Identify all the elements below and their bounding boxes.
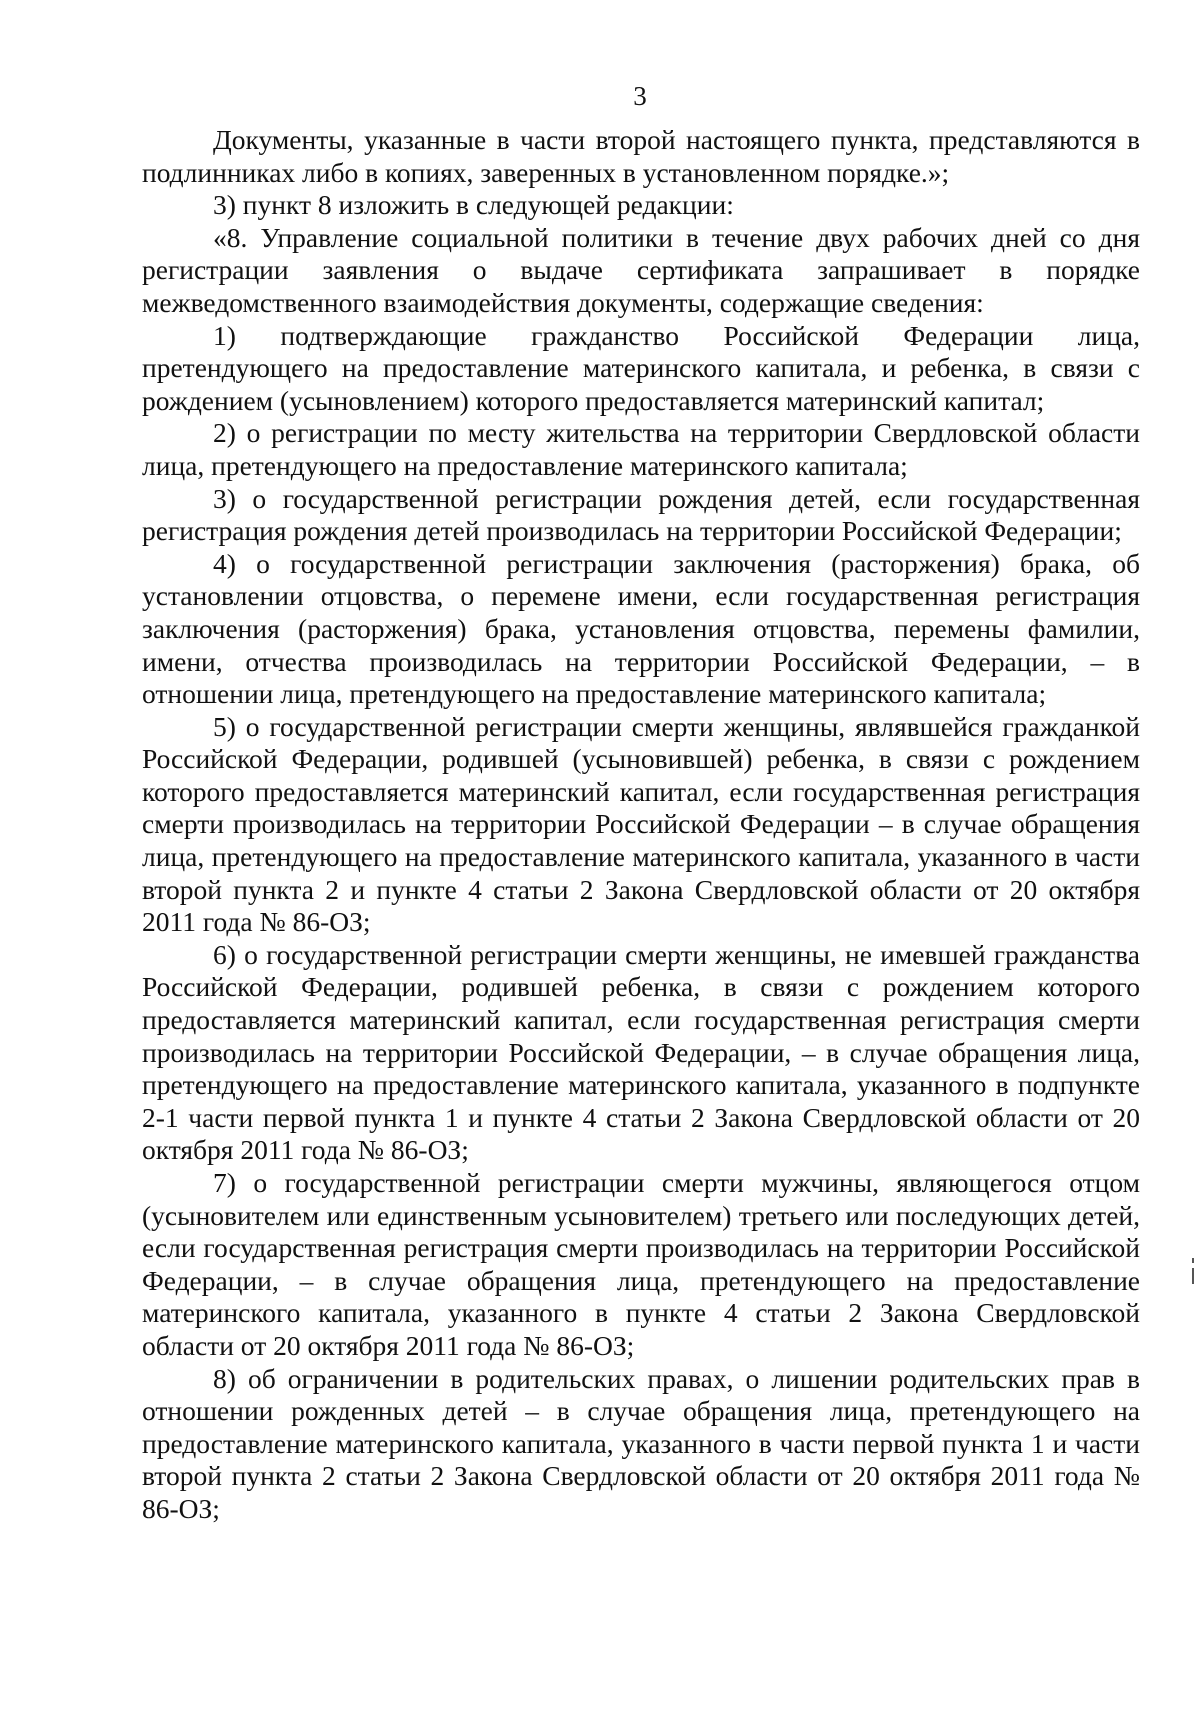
paragraph-point-8: «8. Управление социальной политики в течение двух рабочих дней со дня регистрации заявления о выдаче сертификата запрашивает в порядке межведомственного взаимодействия документы, содержащие сведения: [142,221,1140,318]
list-item-5: 5) о государственной регистрации смерти женщины, являвшейся гражданкой Российской Федерации, родившей (усыновившей) ребенка, в связи с рождением которого предоставляется материнский капитал, если государственная регистрация смерти производилась на территории Российской Федерации – в случае обращения лица, претендующего на предоставление материнского капитала, указанного в части второй пункта 2 и пункте 4 статьи 2 Закона Свердловской области от 20 октября 2011 года № 86-ОЗ; [142,710,1140,938]
list-item-4: 4) о государственной регистрации заключения (расторжения) брака, об установлении отцовства, о перемене имени, если государственная регистрация заключения (расторжения) брака, установления отцовства, перемены фамилии, имени, отчества производилась на территории Российской Федерации, – в отношении лица, претендующего на предоставление материнского капитала; [142,547,1140,710]
list-item-6: 6) о государственной регистрации смерти женщины, не имевшей гражданства Российской Федерации, родившей ребенка, в связи с рождением которого предоставляется материнский капитал, если государственная регистрация смерти производилась на территории Российской Федерации, – в случае обращения лица, претендующего на предоставление материнского капитала, указанного в подпункте 2-1 части первой пункта 1 и пункте 4 статьи 2 Закона Свердловской области от 20 октября 2011 года № 86-ОЗ; [142,938,1140,1166]
paragraph-documents-note: Документы, указанные в части второй настоящего пункта, представляются в подлинниках либо в копиях, заверенных в установленном порядке.»; [142,124,1140,188]
document-body [142,124,1140,1526]
list-item-7: 7) о государственной регистрации смерти мужчины, являющегося отцом (усыновителем или единственным усыновителем) третьего или последующих детей, если государственная регистрация смерти производилась на территории Российской Федерации, – в случае обращения лица, претендующего на предоставление материнского капитала, указанного в пункте 4 статьи 2 Закона Свердловской области от 20 октября 2011 года № 86-ОЗ; [142,1167,1140,1361]
paragraph-item-3: 3) пункт 8 изложить в следующей редакции: [213,189,734,221]
list-item-2: 2) о регистрации по месту жительства на территории Свердловской области лица, претендующего на предоставление материнского капитала; [142,417,1140,481]
list-item-3: 3) о государственной регистрации рождения детей, если государственная регистрация рождения детей производилась на территории Российской Федерации; [142,482,1140,547]
page-number: 3 [633,81,647,111]
list-item-8: 8) об ограничении в родительских правах, о лишении родительских прав в отношении рожденных детей – в случае обращения лица, претендующего на предоставление материнского капитала, указанного в части первой пункта 1 и части второй пункта 2 статьи 2 Закона Свердловской области от 20 октября 2011 года № 86-ОЗ; [142,1362,1140,1524]
scan-artifact-mark [1192,1268,1194,1284]
list-item-1: 1) подтверждающие гражданство Российской Федерации лица, претендующего на предоставление материнского капитала, и ребенка, в связи с рождением (усыновлением) которого предоставляется материнский капитал; [142,319,1140,416]
scan-artifact-mark [1192,1258,1194,1263]
